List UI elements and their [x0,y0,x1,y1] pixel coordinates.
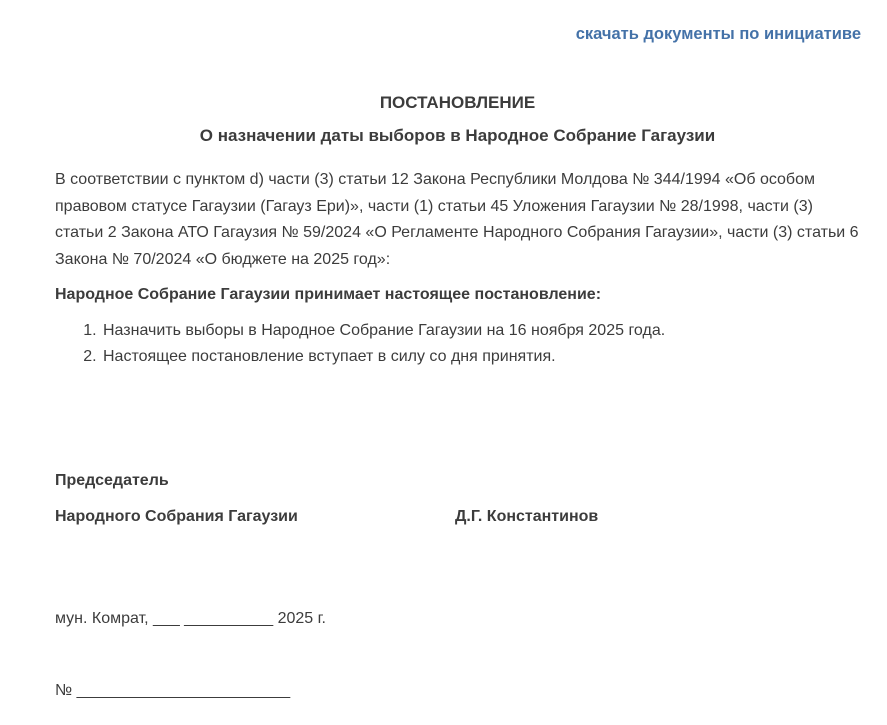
resolution-item-2: 2. Настоящее постановление вступает в силу со дня принятия. [101,344,860,370]
resolution-item-1: 1. Назначить выборы в Народное Собрание Гагаузии на 16 ноября 2025 года. [101,318,860,344]
preamble-paragraph: В соответствии с пунктом d) части (3) статьи 12 Закона Республики Молдова № 344/1994 «Об особом правовом статусе Гагаузии (Гагауз Ери)», части (1) статьи 45 Уложения Гагаузии № 28/1998, части (3) статьи 2 Закона АТО Гагаузия № 59/2024 «О Регламенте Народного Собрания Гагаузии», части (3) статьи 6 Закона № 70/2024 «О бюджете на 2025 год»: [55,171,859,268]
document-subtitle: О назначении даты выборов в Народное Собрание Гагаузии [199,126,716,145]
toolbar [0,0,887,45]
document-number-line: № ________________________ [55,681,291,699]
place-date-line: мун. Комрат, ___ __________ 2025 г. [55,609,326,627]
signature-name: Д.Г. Константинов [455,507,599,525]
resolution-items-list [55,318,860,370]
resolution-lead: Народное Собрание Гагаузии принимает настоящее постановление: [55,286,602,303]
download-documents-link[interactable]: скачать документы по инициативе [575,25,861,43]
signature-block [55,470,860,528]
document-body [55,93,860,702]
signature-row [55,506,860,528]
document-title: ПОСТАНОВЛЕНИЕ [379,93,536,112]
signature-role-line2: Народного Собрания Гагаузии [55,507,298,525]
signature-role-line1: Председатель [55,471,169,489]
